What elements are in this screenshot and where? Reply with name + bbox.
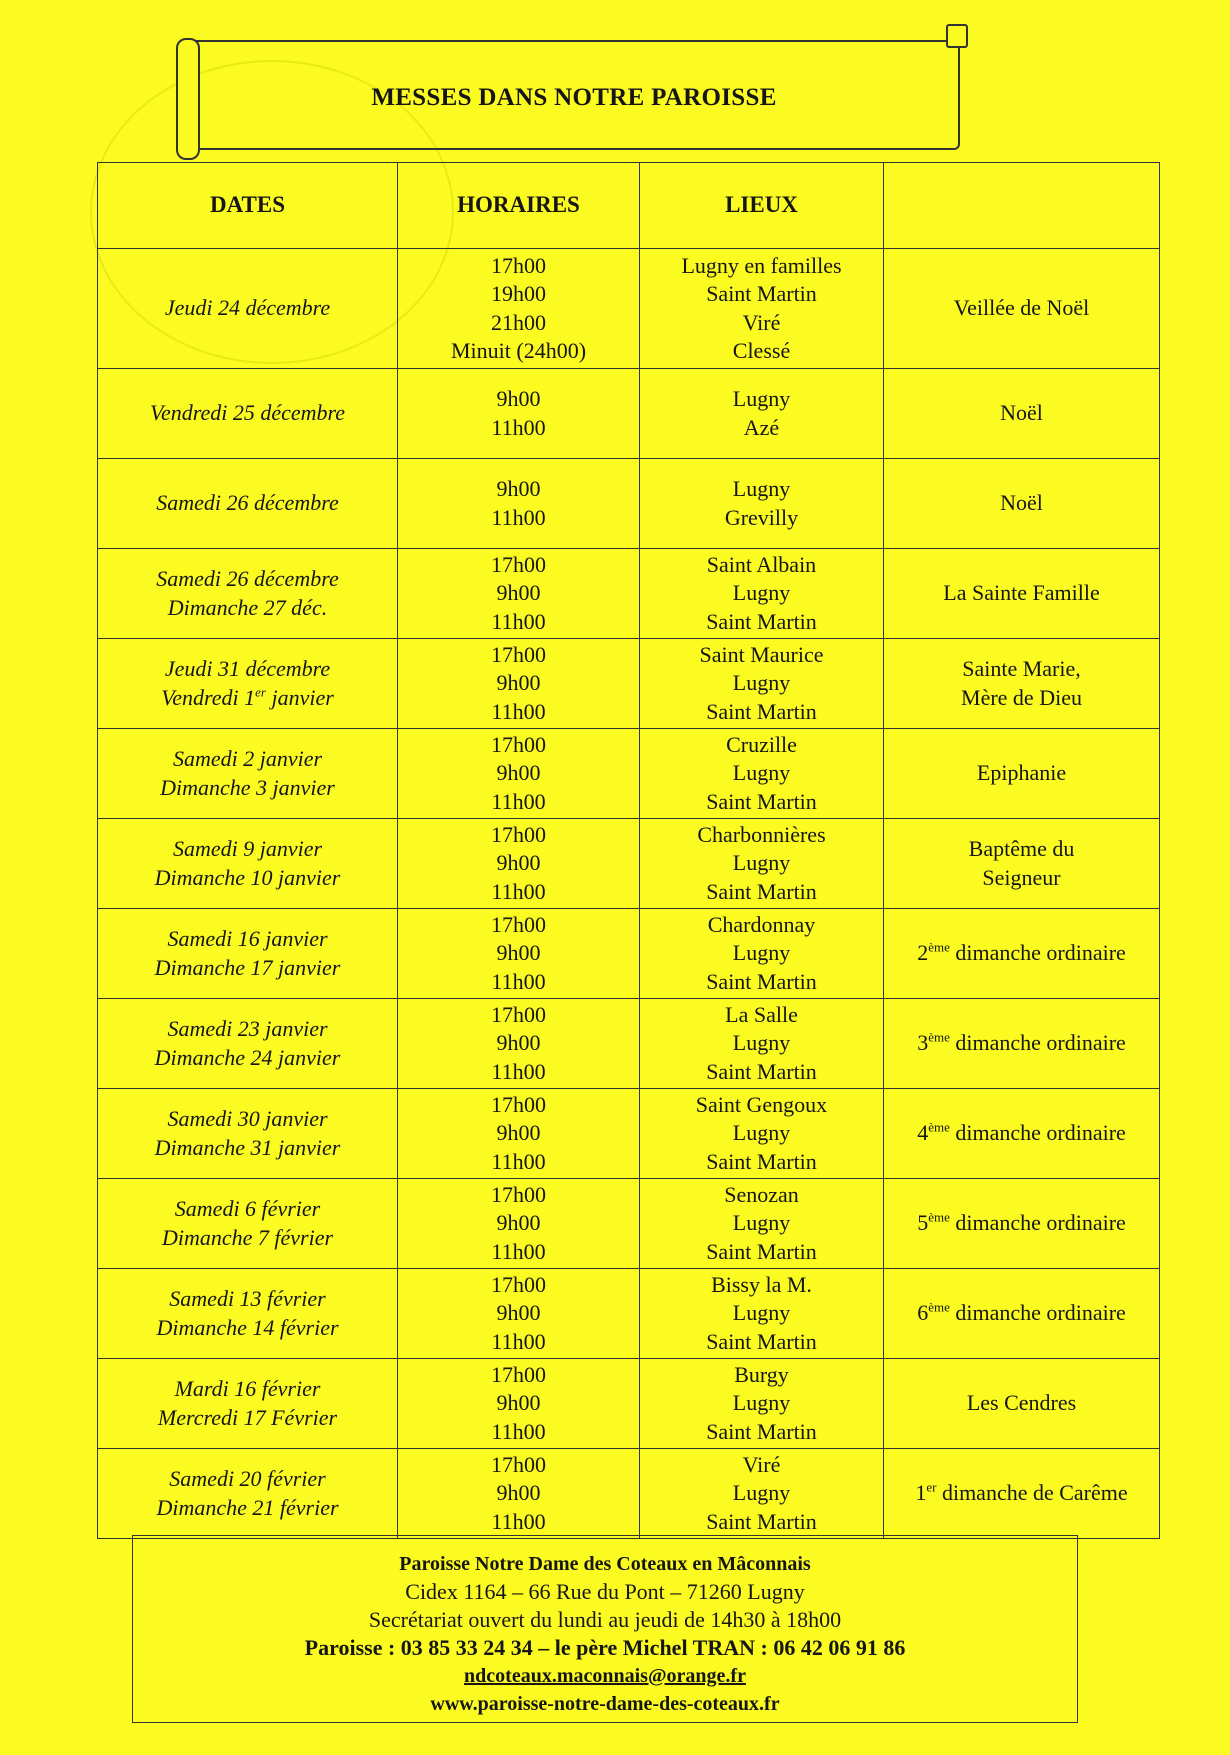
date-text: Samedi 26 décembre [156,566,339,591]
time-text: 17h00 [491,911,546,937]
time-text: 17h00 [491,731,546,757]
table-row [98,909,1160,999]
time-cell [398,819,640,909]
date-cell [98,729,398,819]
occasion-ordinal-suffix: ème [928,1209,950,1225]
table-row [98,249,1160,369]
time-text: 17h00 [491,1001,546,1027]
place-text: Lugny [732,580,791,606]
occasion-text [884,1209,1159,1238]
date-text: Dimanche 10 janvier [154,864,341,890]
place-text: Lugny [732,1120,791,1146]
date-text: Samedi 9 janvier [172,836,323,861]
date-text: Samedi 6 février [174,1196,321,1221]
occasion-ordinal: 6 [917,1300,929,1326]
occasion-cell [884,369,1160,459]
date-text: Dimanche 24 janvier [154,1044,341,1070]
place-cell [640,639,884,729]
time-cell [398,1179,640,1269]
occasion-cell [884,549,1160,639]
place-cell [640,549,884,639]
place-text: Azé [743,414,780,440]
place-text: Saint Gengoux [695,1091,828,1117]
occasion-cell [884,1449,1160,1539]
date-ordinal-suffix: er [255,684,266,700]
place-text: Lugny en familles [681,252,842,278]
occasion-text [884,1299,1159,1328]
place-cell [640,1449,884,1539]
title-banner [188,40,960,150]
time-text: 17h00 [491,252,546,278]
occasion-cell [884,729,1160,819]
place-cell [640,369,884,459]
mass-schedule-table [97,162,1160,1539]
date-text: Samedi 13 février [169,1286,326,1311]
occasion-cell [884,909,1160,999]
date-text: Jeudi 24 décembre [164,295,331,321]
time-cell [398,729,640,819]
place-text: Saint Martin [706,1238,817,1264]
date-text [98,684,397,713]
time-text: 9h00 [496,760,541,786]
place-text: Clessé [732,338,791,363]
place-cell [640,909,884,999]
occasion-ordinal-suffix: ème [928,939,950,955]
time-text: 17h00 [491,1091,546,1117]
occasion-text [884,939,1159,968]
date-text: Samedi 16 janvier [167,926,328,951]
table-row [98,1359,1160,1449]
place-text: Saint Martin [706,788,817,814]
place-text: Viré [742,1451,781,1477]
place-text: Lugny [732,1030,791,1056]
time-text: 9h00 [496,1210,541,1236]
place-text: Lugny [732,760,791,786]
date-text: Samedi 2 janvier [172,746,323,771]
occasion-ordinal: 3 [917,1030,929,1056]
table-row [98,729,1160,819]
occasion-ordinal-suffix: er [926,1479,937,1495]
date-text: Samedi 30 janvier [167,1106,328,1131]
date-text: Dimanche 31 janvier [154,1134,341,1160]
occasion-text: Noël [1000,490,1043,516]
time-text: Minuit (24h00) [450,338,587,363]
date-cell [98,909,398,999]
date-cell [98,249,398,369]
time-text: 17h00 [491,1181,546,1207]
occasion-ordinal: 4 [917,1120,929,1146]
occasion-ordinal-suffix: ème [928,1299,950,1315]
date-text: Mercredi 17 Février [157,1404,338,1430]
place-text: Charbonnières [697,821,826,847]
place-text: Saint Martin [706,1508,817,1534]
time-text: 9h00 [496,386,541,411]
time-text: 11h00 [491,788,546,814]
place-text: Lugny [732,1480,791,1506]
date-cell [98,1179,398,1269]
occasion-ordinal-suffix: ème [928,1029,950,1045]
time-text: 9h00 [496,476,541,501]
occasion-cell [884,1089,1160,1179]
place-text: Saint Martin [706,1058,817,1084]
occasion-cell [884,819,1160,909]
occasion-text: Noël [1000,400,1043,426]
date-text-month: janvier [265,684,334,710]
time-cell [398,549,640,639]
header-occasion [884,163,1160,249]
occasion-cell [884,249,1160,369]
table-row [98,1179,1160,1269]
time-text: 17h00 [491,1451,546,1477]
occasion-ordinal: 1 [915,1480,927,1506]
occasion-cell [884,1359,1160,1449]
time-cell [398,459,640,549]
time-text: 9h00 [496,1300,541,1326]
date-cell [98,549,398,639]
place-cell [640,459,884,549]
place-text: Lugny [732,850,791,876]
occasion-text-line2: Mère de Dieu [961,684,1082,710]
parish-name: Paroisse Notre Dame des Coteaux en Mâconnais [399,1553,811,1575]
date-text: Samedi 26 décembre [156,490,339,516]
scroll-curl-right [946,24,968,48]
date-text: Vendredi 25 décembre [149,400,346,426]
date-cell [98,639,398,729]
occasion-text: Sainte Marie, [962,656,1081,681]
date-cell [98,1089,398,1179]
table-row [98,1089,1160,1179]
date-cell [98,459,398,549]
time-text: 11h00 [491,878,546,904]
page-title: MESSES DANS NOTRE PAROISSE [371,84,777,111]
time-text: 17h00 [491,1271,546,1297]
date-cell [98,369,398,459]
occasion-text [884,1119,1159,1148]
header-lieux: LIEUX [640,163,884,249]
occasion-cell [884,639,1160,729]
website-link[interactable]: www.paroisse-notre-dame-des-coteaux.fr [430,1693,780,1715]
table-row [98,1449,1160,1539]
time-text: 11h00 [491,1238,546,1264]
date-text: Jeudi 31 décembre [164,656,331,681]
time-cell [398,249,640,369]
date-cell [98,1449,398,1539]
email-link[interactable]: ndcoteaux.maconnais@orange.fr [464,1665,746,1687]
time-text: 11h00 [491,1328,546,1354]
occasion-cell [884,999,1160,1089]
table-row [98,369,1160,459]
time-text: 17h00 [491,821,546,847]
table-row [98,639,1160,729]
place-text: La Salle [725,1001,798,1027]
place-text: Viré [742,309,781,335]
place-text: Burgy [734,1361,789,1387]
place-cell [640,999,884,1089]
place-cell [640,1179,884,1269]
date-cell [98,819,398,909]
date-text: Samedi 23 janvier [167,1016,328,1041]
place-text: Saint Martin [706,1148,817,1174]
time-text: 11h00 [491,1058,546,1084]
place-text: Lugny [732,1210,791,1236]
occasion-text: Epiphanie [976,760,1067,786]
time-text: 11h00 [491,698,546,724]
time-text: 19h00 [491,281,546,306]
place-text: Saint Martin [706,281,817,306]
date-text: Dimanche 21 février [156,1494,339,1520]
place-text: Saint Albain [706,551,817,577]
place-text: Lugny [732,1390,791,1416]
time-text: 11h00 [491,1508,546,1534]
place-text: Saint Martin [706,698,817,724]
occasion-cell [884,1269,1160,1359]
place-text: Saint Martin [706,1328,817,1354]
occasion-text [884,1479,1159,1508]
time-text: 17h00 [491,641,546,667]
date-text: Dimanche 27 déc. [167,594,328,620]
occasion-text: La Sainte Famille [943,580,1100,606]
place-text: Grevilly [724,504,799,530]
time-cell [398,1089,640,1179]
table-row [98,1269,1160,1359]
time-cell [398,639,640,729]
place-text: Cruzille [726,731,797,757]
date-cell [98,999,398,1089]
table-row [98,999,1160,1089]
date-text: Dimanche 3 janvier [160,774,335,800]
place-cell [640,249,884,369]
occasion-label: dimanche de Carême [936,1480,1128,1506]
occasion-text: Veillée de Noël [953,295,1090,321]
occasion-ordinal-suffix: ème [928,1119,950,1135]
occasion-text-line2: Seigneur [982,864,1061,890]
occasion-label: dimanche ordinaire [949,940,1126,966]
time-cell [398,1359,640,1449]
place-text: Lugny [732,1300,791,1326]
time-cell [398,369,640,459]
place-text: Saint Martin [706,608,817,634]
time-text: 17h00 [491,1361,546,1387]
phone-numbers: Paroisse : 03 85 33 24 34 – le père Michel TRAN : 06 42 06 91 86 [304,1635,906,1660]
place-cell [640,1359,884,1449]
place-text: Chardonnay [707,911,816,937]
place-text: Lugny [732,940,791,966]
time-text: 11h00 [491,1418,546,1444]
place-cell [640,1089,884,1179]
occasion-text [884,1029,1159,1058]
time-text: 11h00 [491,1148,546,1174]
time-text: 17h00 [491,551,546,577]
place-text: Lugny [732,386,791,411]
date-text: Dimanche 14 février [156,1314,339,1340]
parish-address: Cidex 1164 – 66 Rue du Pont – 71260 Lugny [405,1579,805,1604]
time-cell [398,1269,640,1359]
time-text: 9h00 [496,1390,541,1416]
time-text: 9h00 [496,1030,541,1056]
time-text: 21h00 [491,309,546,335]
date-text: Samedi 20 février [169,1466,326,1491]
time-text: 11h00 [491,504,546,530]
occasion-label: dimanche ordinaire [949,1300,1126,1326]
table-row [98,819,1160,909]
table-header-row [98,163,1160,249]
table-row [98,459,1160,549]
occasion-ordinal: 5 [917,1210,929,1236]
place-cell [640,729,884,819]
date-text-main: Vendredi 1 [161,684,256,710]
time-text: 11h00 [491,608,546,634]
occasion-text: Baptême du [968,836,1075,861]
occasion-cell [884,1179,1160,1269]
place-text: Saint Maurice [699,641,824,667]
time-text: 9h00 [496,850,541,876]
date-cell [98,1269,398,1359]
occasion-label: dimanche ordinaire [949,1030,1126,1056]
time-text: 9h00 [496,940,541,966]
place-cell [640,1269,884,1359]
header-dates: DATES [98,163,398,249]
time-cell [398,1449,640,1539]
place-text: Saint Martin [706,878,817,904]
date-cell [98,1359,398,1449]
place-text: Senozan [724,1181,799,1207]
occasion-label: dimanche ordinaire [949,1120,1126,1146]
time-cell [398,999,640,1089]
parish-contact-box [132,1535,1078,1723]
time-text: 9h00 [496,580,541,606]
time-text: 9h00 [496,670,541,696]
place-text: Bissy la M. [711,1271,812,1297]
header-horaires: HORAIRES [398,163,640,249]
time-text: 9h00 [496,1480,541,1506]
time-text: 11h00 [491,968,546,994]
date-text: Mardi 16 février [174,1376,321,1401]
occasion-text: Les Cendres [966,1390,1077,1416]
occasion-cell [884,459,1160,549]
date-text: Dimanche 17 janvier [154,954,341,980]
place-text: Lugny [732,476,791,501]
place-cell [640,819,884,909]
table-row [98,549,1160,639]
occasion-label: dimanche ordinaire [949,1210,1126,1236]
time-text: 9h00 [496,1120,541,1146]
office-hours: Secrétariat ouvert du lundi au jeudi de 14h30 à 18h00 [368,1607,842,1632]
place-text: Saint Martin [706,1418,817,1444]
date-text: Dimanche 7 février [161,1224,334,1250]
time-cell [398,909,640,999]
occasion-ordinal: 2 [917,940,929,966]
time-text: 11h00 [491,414,546,440]
place-text: Lugny [732,670,791,696]
place-text: Saint Martin [706,968,817,994]
